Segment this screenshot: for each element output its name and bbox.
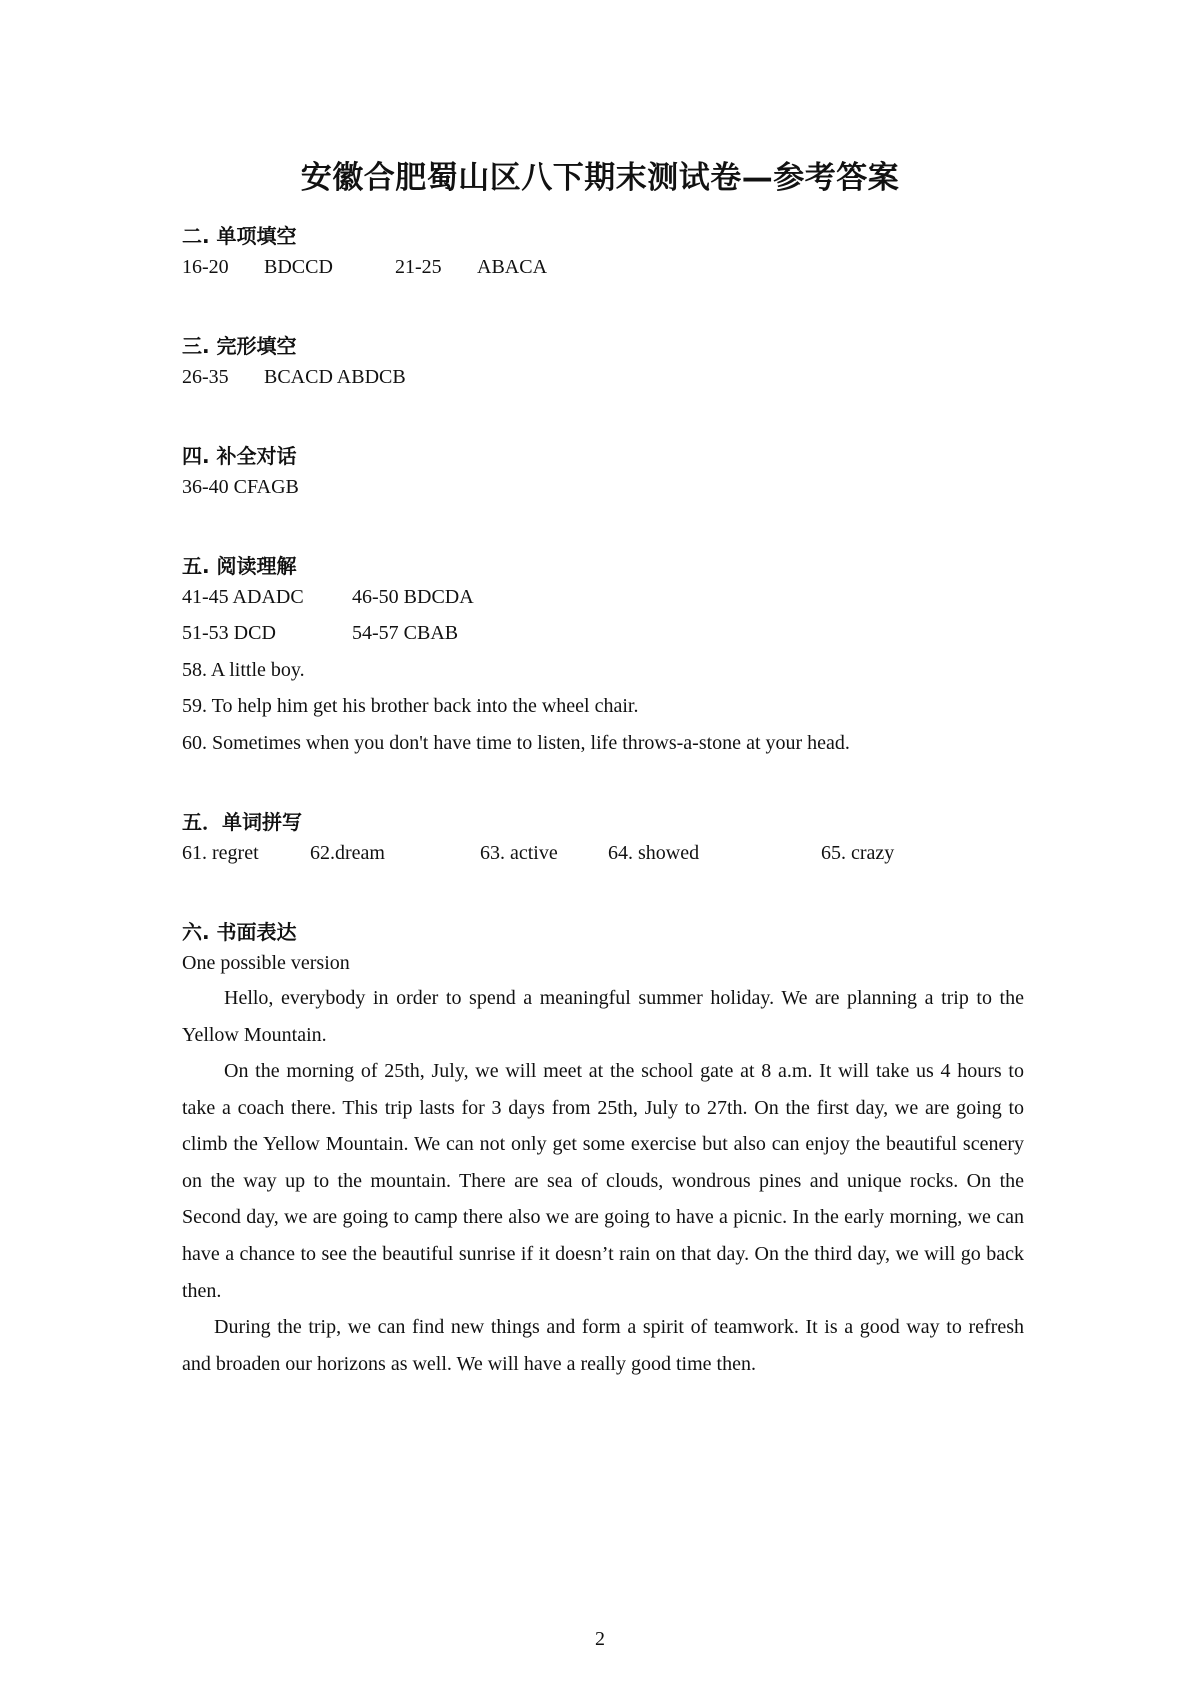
spelling-answer: 65. crazy — [821, 842, 895, 864]
page-title: 安徽合肥蜀山区八下期末测试卷—参考答案 — [300, 160, 900, 196]
answer-line: 54-57 CBAB — [352, 622, 459, 644]
answer-letters: BCACD ABDCB — [264, 366, 406, 388]
spelling-answer: 63. active — [480, 842, 558, 864]
answer-letters: ABACA — [477, 256, 548, 278]
writing-paragraph-1: Hello, everybody in order to spend a meaningful summer holiday. We are planning a trip to the Yellow Mountain. — [182, 987, 1024, 1046]
answer-line: 41-45 ADADC — [182, 586, 304, 608]
answer-line: 60. Sometimes when you don't have time to listen, life throws-a-stone at your head. — [182, 732, 850, 754]
answer-line: 59. To help him get his brother back into the wheel chair. — [182, 695, 639, 717]
spelling-answer: 64. showed — [608, 842, 700, 864]
answer-range: 21-25 — [395, 256, 442, 278]
writing-intro: One possible version — [182, 952, 350, 974]
spelling-answer: 62.dream — [310, 842, 385, 864]
spelling-answer: 61. regret — [182, 842, 259, 864]
answer-letters: BDCCD — [264, 256, 333, 278]
section-heading-reading: 五. 阅读理解 — [182, 554, 297, 578]
section-heading-single-choice: 二. 单项填空 — [182, 224, 297, 248]
page-number: 2 — [595, 1628, 605, 1650]
section-heading-writing: 六. 书面表达 — [182, 920, 297, 944]
answer-range: 26-35 — [182, 366, 229, 388]
answer-range: 16-20 — [182, 256, 229, 278]
answer-line: 46-50 BDCDA — [352, 586, 474, 608]
section-heading-dialogue: 四. 补全对话 — [182, 444, 297, 468]
answer-line: 36-40 CFAGB — [182, 476, 299, 498]
writing-paragraph-3: During the trip, we can find new things and form a spirit of teamwork. It is a good way to refresh and broaden our horizons as well. We will have a really good time then. — [182, 1316, 1024, 1375]
writing-paragraph-2: On the morning of 25th, July, we will meet at the school gate at 8 a.m. It will take us 4 hours to take a coach there. This trip lasts for 3 days from 25th, July to 27th. On the first day, we are going to climb the Yellow Mountain. We can not only get some exercise but also can enjoy the beautiful scenery on the way up to the mountain. There are sea of clouds, wondrous pines and unique rocks. On the Second day, we are going to camp there also we are going to have a picnic. In the early morning, we can have a chance to see the beautiful sunrise if it doesn’t rain on that day. On the third day, we will go back then. — [182, 1060, 1024, 1302]
answer-line: 51-53 DCD — [182, 622, 276, 644]
section-heading-cloze: 三. 完形填空 — [182, 334, 297, 358]
answer-line: 58. A little boy. — [182, 659, 305, 681]
section-heading-spelling: 五．单词拼写 — [182, 810, 302, 834]
